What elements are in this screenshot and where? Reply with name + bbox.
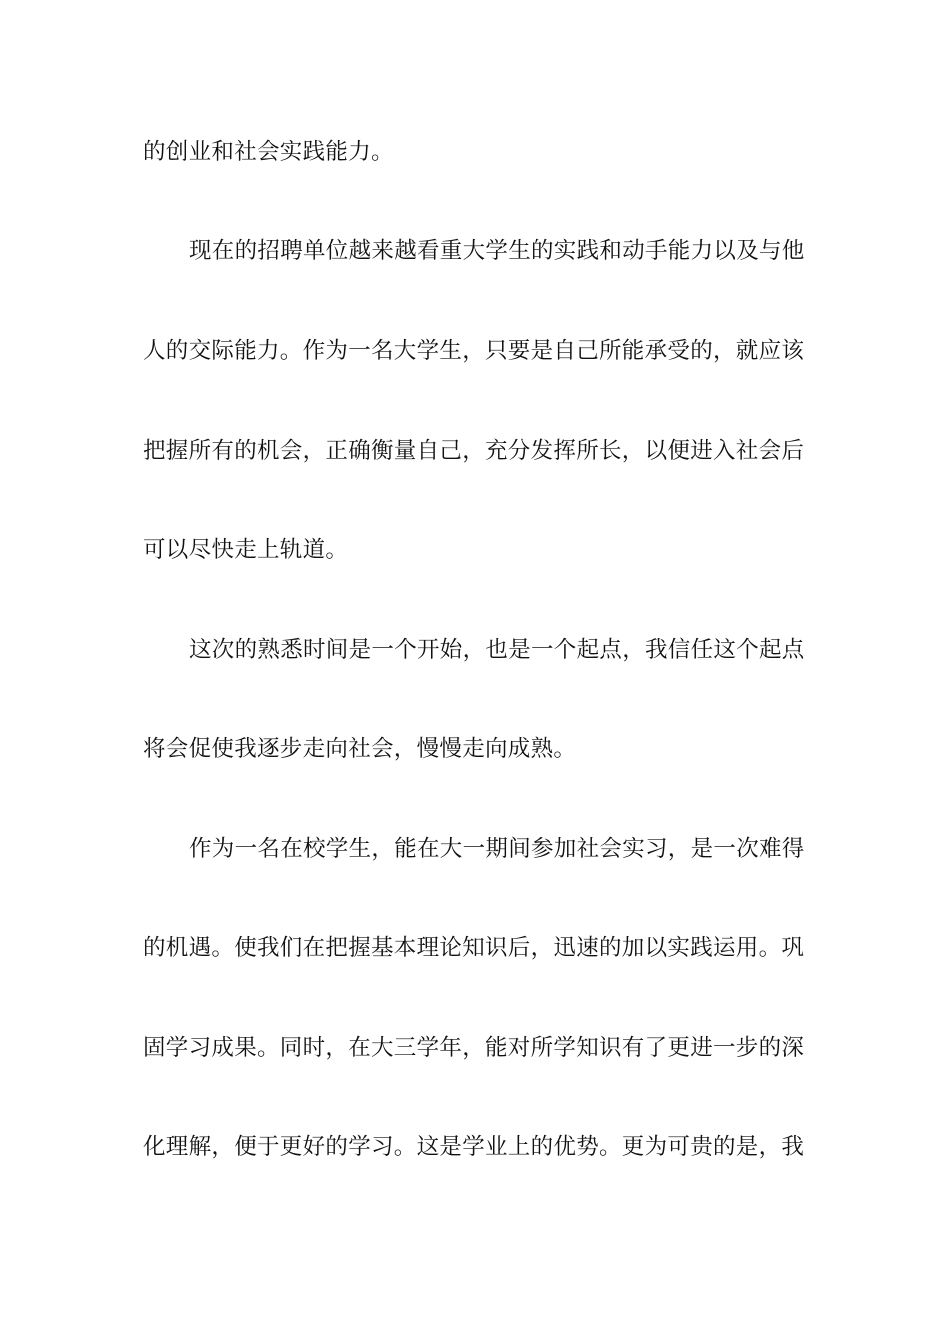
text-line: 的创业和社会实践能力。 [143, 139, 394, 165]
text-line: 化理解，便于更好的学习。这是学业上的优势。更为可贵的是，我 [143, 1134, 805, 1160]
text-line: 把握所有的机会，正确衡量自己，充分发挥所长，以便进入社会后 [143, 438, 805, 464]
paragraph-first-line: 这次的熟悉时间是一个开始，也是一个起点，我信任这个起点 [189, 637, 805, 663]
text-line: 固学习成果。同时，在大三学年，能对所学知识有了更进一步的深 [143, 1035, 805, 1061]
text-line: 将会促使我逐步走向社会，慢慢走向成熟。 [143, 736, 577, 762]
text-line: 的机遇。使我们在把握基本理论知识后，迅速的加以实践运用。巩 [143, 935, 805, 961]
paragraph-first-line: 作为一名在校学生，能在大一期间参加社会实习，是一次难得 [189, 836, 805, 862]
text-line: 人的交际能力。作为一名大学生，只要是自己所能承受的，就应该 [143, 338, 805, 364]
text-line: 可以尽快走上轨道。 [143, 537, 349, 563]
paragraph-first-line: 现在的招聘单位越来越看重大学生的实践和动手能力以及与他 [189, 238, 805, 264]
